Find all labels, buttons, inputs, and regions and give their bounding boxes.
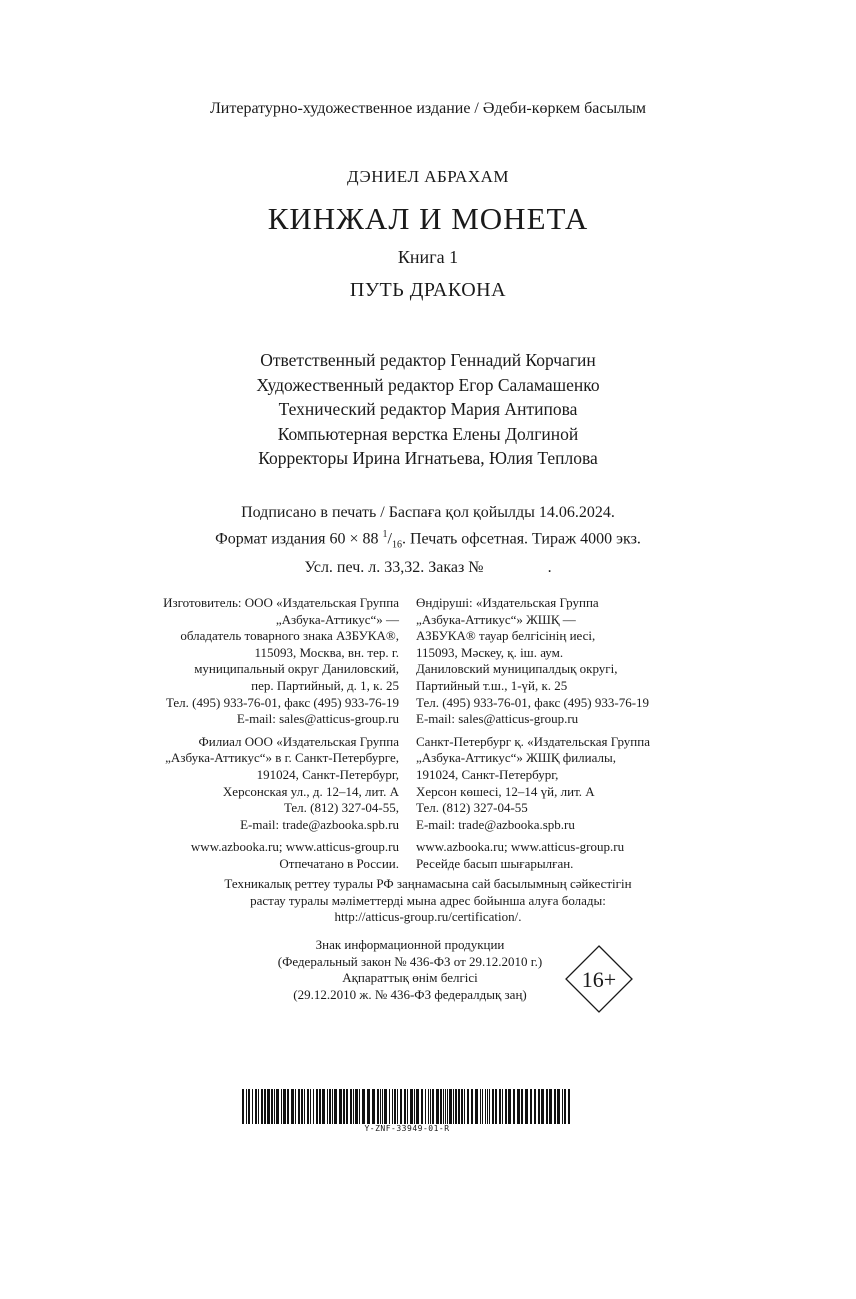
barcode-bar xyxy=(453,1089,454,1124)
barcode-bar xyxy=(445,1089,446,1124)
footer-block xyxy=(416,839,736,872)
barcode-bar xyxy=(271,1089,273,1124)
staff-line: Художественный редактор Егор Саламашенко xyxy=(256,374,600,395)
text-line: „Азбука-Аттикус“» — xyxy=(275,611,399,627)
barcode-bar xyxy=(549,1089,552,1124)
text-line: Тел. (812) 327-04-55, xyxy=(283,800,399,816)
barcode-bar xyxy=(276,1089,279,1124)
text-line: 115093, Москва, вн. тер. г. xyxy=(254,644,399,660)
barcode-bar xyxy=(350,1089,352,1124)
barcode-bar xyxy=(329,1089,331,1124)
barcode-bar xyxy=(440,1089,442,1124)
barcode-bar xyxy=(392,1089,393,1124)
barcode-bar xyxy=(261,1089,263,1124)
print-date: Подписано в печать / Баспаға қол қойылды 14.06.2024. xyxy=(241,504,615,521)
barcode-bar xyxy=(416,1089,419,1124)
email-line: E-mail: sales@atticus-group.ru xyxy=(416,711,579,727)
barcode-bar xyxy=(380,1089,381,1124)
format-numerator: 1 xyxy=(382,529,388,540)
text-line: АЗБУКА® тауар белгісінің иесі, xyxy=(416,628,596,644)
barcode-bar xyxy=(382,1089,383,1124)
barcode-bar xyxy=(362,1089,365,1124)
text-line: Тел. (495) 933-76-01, факс (495) 933-76-19 xyxy=(165,694,399,710)
barcode-bar xyxy=(447,1089,448,1124)
barcode-bar xyxy=(242,1089,244,1124)
barcode-bar xyxy=(464,1089,465,1124)
barcode-bar xyxy=(461,1089,463,1124)
text-line: Ресейде басып шығарылған. xyxy=(416,855,574,871)
barcode-bar xyxy=(264,1089,266,1124)
text-line: Даниловский муниципалдық округі, xyxy=(416,661,618,677)
barcode-bar xyxy=(355,1089,358,1124)
format-suffix: . Печать офсетная. Тираж 4000 экз. xyxy=(401,530,641,548)
website-line: www.azbooka.ru; www.atticus-group.ru xyxy=(416,839,625,855)
text-line: пер. Партийный, д. 1, к. 25 xyxy=(251,677,399,693)
email-line: E-mail: sales@atticus-group.ru xyxy=(236,711,399,727)
age-rating-label: 16+ xyxy=(581,967,617,992)
barcode-bar xyxy=(475,1089,478,1124)
barcode-bar xyxy=(410,1089,413,1124)
barcode-bar xyxy=(298,1089,300,1124)
email-line: E-mail: trade@azbooka.spb.ru xyxy=(416,816,575,832)
barcode-bar xyxy=(449,1089,452,1124)
barcode-bar xyxy=(397,1089,398,1124)
text-line: Партийный т.ш., 1-үй, к. 25 xyxy=(416,677,568,693)
barcode-bar xyxy=(530,1089,532,1124)
barcode-bar xyxy=(414,1089,415,1124)
barcode-bar xyxy=(301,1089,303,1124)
certification-note xyxy=(0,876,856,926)
barcode-bar xyxy=(538,1089,540,1124)
text-line: „Азбука-Аттикус“» ЖШҚ филиалы, xyxy=(416,750,616,766)
text-line: (Федеральный закон № 436-ФЗ от 29.12.2010 г.) xyxy=(277,953,543,969)
barcode-bar xyxy=(307,1089,309,1124)
barcode-bar xyxy=(525,1089,528,1124)
age-rating-badge xyxy=(565,945,633,1013)
barcode-bar xyxy=(487,1089,488,1124)
text-line: 191024, Санкт-Петербург, xyxy=(416,766,559,782)
text-line: Знак информационной продукции xyxy=(315,937,505,952)
website-line: www.azbooka.ru; www.atticus-group.ru xyxy=(190,839,399,855)
barcode-bar xyxy=(310,1089,311,1124)
barcode-bar xyxy=(258,1089,259,1124)
text-line: Изготовитель: ООО «Издательская Группа xyxy=(163,595,399,610)
text-line: „Азбука-Аттикус“» в г. Санкт-Петербурге, xyxy=(165,750,399,766)
barcode-bar xyxy=(471,1089,473,1124)
barcode-bar xyxy=(252,1089,253,1124)
barcode-bar xyxy=(389,1089,390,1124)
text-line: 115093, Мәскеу, қ. іш. аум. xyxy=(416,644,564,660)
text-line: растау туралы мәліметтерді мына адрес бойынша алуға болады: xyxy=(250,892,606,908)
barcode-bar xyxy=(372,1089,375,1124)
barcode-bar xyxy=(428,1089,429,1124)
barcode-bar xyxy=(334,1089,337,1124)
print-format: Формат издания 60 × 88 $^1/_{16}$. Печать офсетная. Тираж 4000 экз. xyxy=(215,529,641,551)
barcode-bar xyxy=(443,1089,444,1124)
imprint-left-column xyxy=(79,595,399,873)
footer-block xyxy=(79,839,399,872)
format-prefix: Формат издания 60 × 88 xyxy=(215,530,383,548)
barcode-bar xyxy=(455,1089,457,1124)
barcode-bar xyxy=(557,1089,560,1124)
manufacturer-block xyxy=(79,595,399,728)
barcode-bar xyxy=(267,1089,270,1124)
barcode-bar xyxy=(313,1089,314,1124)
staff-line: Ответственный редактор Геннадий Корчагин xyxy=(260,350,596,370)
editorial-staff xyxy=(0,348,856,471)
barcode-bar xyxy=(534,1089,536,1124)
barcode-bar xyxy=(568,1089,570,1124)
text-line: Тел. (812) 327-04-55 xyxy=(416,800,528,816)
text-line: Техникалық реттеу туралы РФ заңнамасына сай басылымның сәйкестігін xyxy=(224,876,632,891)
barcode-bar xyxy=(562,1089,563,1124)
book-title: КИНЖАЛ И МОНЕТА xyxy=(267,201,589,236)
text-line: Санкт-Петербург қ. «Издательская Группа xyxy=(416,733,650,749)
text-line: „Азбука-Аттикус“» ЖШҚ — xyxy=(416,611,576,627)
order-prefix: Усл. печ. л. 33,32. Заказ № xyxy=(304,558,484,576)
barcode-bar xyxy=(546,1089,548,1124)
barcode-bar xyxy=(436,1089,439,1124)
barcode-bar xyxy=(394,1089,396,1124)
barcode-bar xyxy=(274,1089,275,1124)
barcode-bar xyxy=(425,1089,426,1124)
barcode-bar xyxy=(508,1089,511,1124)
staff-line: Компьютерная верстка Елены Долгиной xyxy=(277,423,579,444)
information-sign-text xyxy=(235,937,585,1003)
barcode-bar xyxy=(421,1089,423,1124)
barcode-bar xyxy=(554,1089,556,1124)
barcode-bar xyxy=(246,1089,247,1124)
barcode-bar xyxy=(432,1089,434,1124)
print-order xyxy=(0,557,856,579)
text-line: 191024, Санкт-Петербург, xyxy=(256,766,399,782)
barcode-bar xyxy=(316,1089,318,1124)
barcode-bar xyxy=(517,1089,520,1124)
barcode-bar xyxy=(513,1089,515,1124)
barcode-bar xyxy=(332,1089,333,1124)
manufacturer-block xyxy=(416,595,736,728)
barcode-bar xyxy=(248,1089,250,1124)
barcode-bar xyxy=(492,1089,494,1124)
branch-block xyxy=(416,734,736,834)
diamond-icon xyxy=(565,945,633,1013)
staff-line: Корректоры Ирина Игнатьева, Юлия Теплова xyxy=(258,448,598,469)
certification-url: http://atticus-group.ru/certification/. xyxy=(334,909,522,925)
text-line: обладатель товарного знака АЗБУКА®, xyxy=(180,628,399,644)
barcode-bar xyxy=(404,1089,406,1124)
barcode-bar xyxy=(319,1089,321,1124)
barcode-bar xyxy=(480,1089,481,1124)
text-line: (29.12.2010 ж. № 436-ФЗ федералдық заң) xyxy=(293,986,527,1002)
barcode-bar xyxy=(502,1089,503,1124)
staff-line: Технический редактор Мария Антипова xyxy=(278,399,578,420)
text-line: Филиал ООО «Издательская Группа xyxy=(198,733,399,749)
barcode-bar xyxy=(482,1089,483,1124)
barcode-bar xyxy=(499,1089,501,1124)
book-subtitle: ПУТЬ ДРАКОНА xyxy=(349,279,507,301)
barcode-bar xyxy=(458,1089,460,1124)
text-line: Тел. (495) 933-76-01, факс (495) 933-76-19 xyxy=(416,694,650,710)
text-line: Өндіруші: «Издательская Группа xyxy=(416,595,599,610)
printing-info xyxy=(0,502,856,579)
barcode-bar xyxy=(367,1089,370,1124)
barcode-bar xyxy=(377,1089,379,1124)
barcode-bar xyxy=(322,1089,325,1124)
barcode-bar xyxy=(304,1089,305,1124)
barcode-bar xyxy=(495,1089,497,1124)
barcode-bar xyxy=(291,1089,294,1124)
barcode-bar xyxy=(327,1089,328,1124)
email-line: E-mail: trade@azbooka.spb.ru xyxy=(240,816,399,832)
text-line: Ақпараттық өнім белгісі xyxy=(342,970,478,986)
book-number: Книга 1 xyxy=(397,247,459,267)
barcode-bar xyxy=(295,1089,296,1124)
text-line: Отпечатано в России. xyxy=(279,855,399,871)
barcode-bar xyxy=(485,1089,486,1124)
barcode-bar xyxy=(400,1089,402,1124)
branch-block xyxy=(79,734,399,834)
barcode-bar xyxy=(346,1089,348,1124)
format-denominator: 16 xyxy=(391,539,402,551)
genre-line: Литературно-художественное издание / Әдеби-көркем басылым xyxy=(209,100,647,117)
barcode-bar xyxy=(407,1089,408,1124)
barcode-bar xyxy=(430,1089,431,1124)
order-suffix: . xyxy=(547,558,552,576)
barcode-bar xyxy=(339,1089,342,1124)
barcode-bar xyxy=(489,1089,490,1124)
barcode-bar xyxy=(564,1089,566,1124)
barcode xyxy=(242,1089,572,1124)
barcode-bar xyxy=(521,1089,523,1124)
text-line: муниципальный округ Даниловский, xyxy=(194,661,399,677)
barcode-bar xyxy=(281,1089,282,1124)
barcode-bar xyxy=(287,1089,289,1124)
barcode-bar xyxy=(384,1089,387,1124)
barcode-bar xyxy=(343,1089,345,1124)
author-name: ДЭНИЕЛ АБРАХАМ xyxy=(346,167,509,186)
barcode-bar xyxy=(541,1089,544,1124)
barcode-bar xyxy=(353,1089,354,1124)
barcode-bar xyxy=(505,1089,507,1124)
barcode-bar xyxy=(467,1089,469,1124)
barcode-code: Y-ZNF-33949-01-R xyxy=(364,1124,450,1133)
text-line: Херсонская ул., д. 12–14, лит. А xyxy=(222,783,399,799)
imprint-right-column xyxy=(416,595,736,873)
barcode-bar xyxy=(255,1089,257,1124)
barcode-bar xyxy=(283,1089,286,1124)
text-line: Херсон көшесі, 12–14 үй, лит. А xyxy=(416,783,595,799)
barcode-bar xyxy=(359,1089,360,1124)
